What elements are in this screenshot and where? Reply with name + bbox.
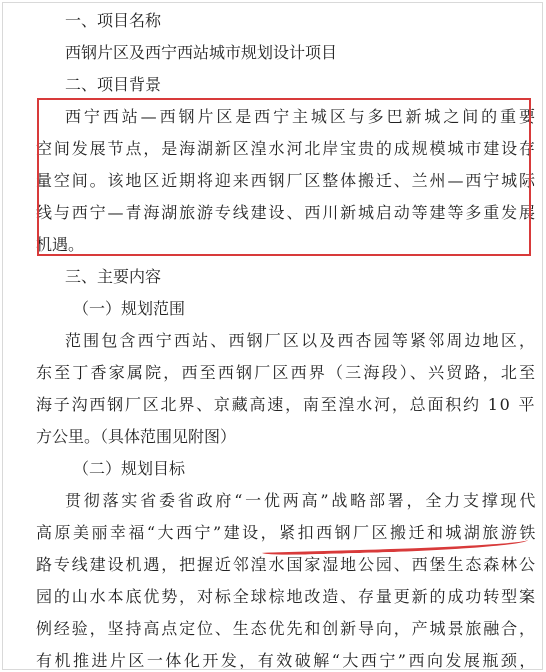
goal-line-6: 有机推进片区一体化开发，有效破解“大西宁”西向发展瓶颈， (36, 651, 538, 670)
scope-line-1: 范围包含西宁西站、西钢厂区以及西杏园等紧邻周边地区， (65, 331, 538, 350)
section-1-heading: 一、项目名称 (65, 11, 162, 30)
goal-line-5: 例经验，坚持高点定位、生态优先和创新导向，产城景旅融合， (36, 619, 537, 638)
section-3-heading: 三、主要内容 (65, 267, 162, 286)
subsection-2-heading: （二）规划目标 (73, 459, 186, 478)
background-line-1: 西宁西站—西钢片区是西宁主城区与多巴新城之间的重要 (65, 107, 538, 126)
goal-line-2: 高原美丽幸福“大西宁”建设，紧扣西钢厂区搬迁和城湖旅游铁 (36, 523, 538, 542)
scope-line-3: 海子沟西钢厂区北界、京藏高速，南至湟水河，总面积约 10 平 (36, 395, 537, 414)
goal-line-3: 路专线建设机遇，把握近邻湟水国家湿地公园、西堡生态森林公 (36, 555, 537, 574)
goal-line-4: 园的山水本底优势，对标全球棕地改造、存量更新的成功转型案 (36, 587, 537, 606)
background-highlight-box (37, 98, 531, 256)
scope-line-4: 方公里。（具体范围见附图） (36, 427, 237, 446)
background-line-2: 空间发展节点，是海湖新区湟水河北岸宝贵的成规模城市建设存 (36, 139, 537, 158)
background-line-3: 量空间。该地区近期将迎来西钢厂区整体搬迁、兰州—西宁城际 (36, 171, 537, 190)
subsection-1-heading: （一）规划范围 (73, 299, 186, 318)
scope-line-2: 东至丁香家属院，西至西钢厂区西界（三海段）、兴贸路，北至 (36, 363, 538, 382)
background-line-4: 线与西宁—青海湖旅游专线建设、西川新城启动等建等多重发展 (36, 203, 537, 222)
goal-line-1: 贯彻落实省委省政府“一优两高”战略部署，全力支撑现代 (65, 491, 539, 510)
background-line-5: 机遇。 (36, 235, 85, 254)
project-name-text: 西钢片区及西宁西站城市规划设计项目 (65, 43, 338, 62)
section-2-heading: 二、项目背景 (65, 75, 162, 94)
